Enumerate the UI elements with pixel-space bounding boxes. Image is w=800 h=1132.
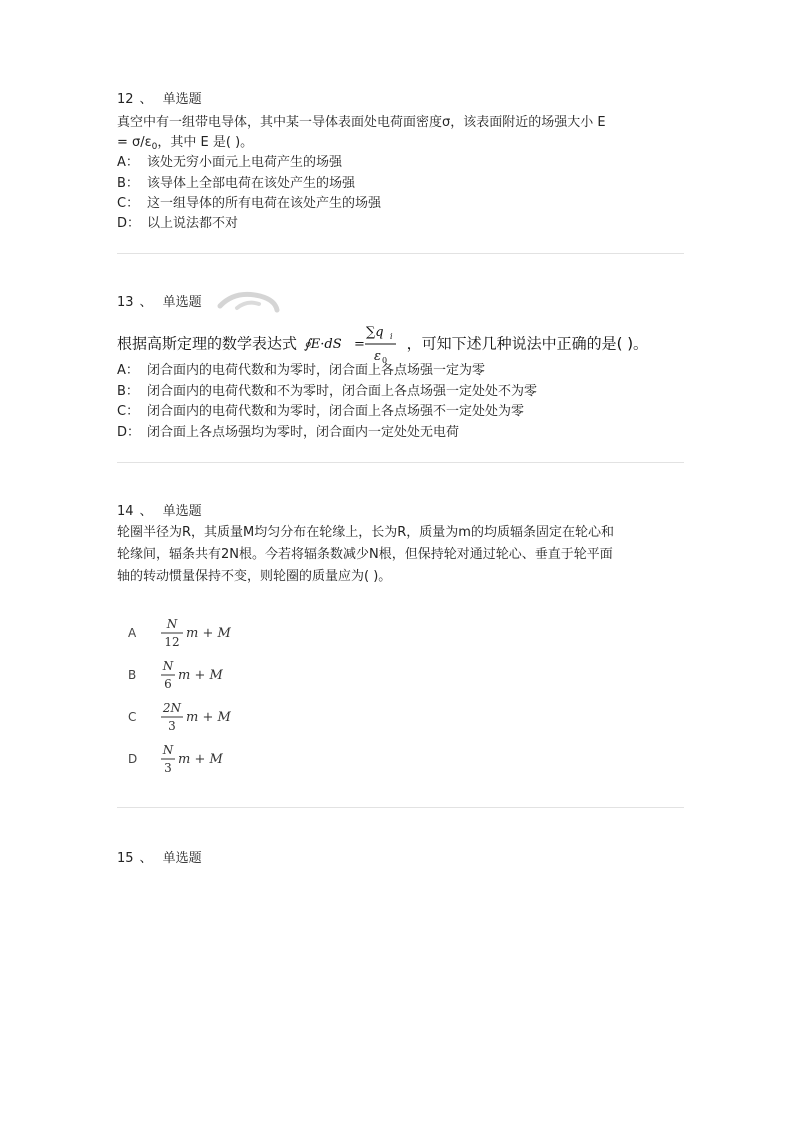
- option-key: C: [128, 710, 137, 724]
- option-key: D: [128, 752, 138, 766]
- question-type: 单选题: [162, 504, 202, 519]
- divider: [117, 253, 684, 254]
- formula-equals: =: [353, 337, 365, 352]
- question-14-stem-line1: 轮圈半径为R，其质量M均匀分布在轮缘上，长为R，质量为m的均质辐条固定在轮心和: [117, 525, 614, 540]
- question-12-option-c[interactable]: [117, 195, 381, 213]
- divider: [117, 462, 684, 463]
- watermark-icon: [215, 288, 285, 318]
- svg-text:N: N: [166, 617, 178, 631]
- question-12-option-b[interactable]: [117, 175, 355, 193]
- option-key: C：: [117, 404, 140, 419]
- question-14-stem-line2: 轮缘间，辐条共有2N根。今若将辐条数减少N根，但保持轮对通过轮心、垂直于轮平面: [117, 547, 613, 562]
- option-math: [158, 700, 268, 736]
- formula-numerator-sub: i: [389, 332, 393, 341]
- question-12-option-d[interactable]: [117, 215, 238, 233]
- svg-text:m + M: m + M: [186, 626, 231, 641]
- question-number: 13: [117, 295, 134, 310]
- option-math: [158, 616, 268, 652]
- svg-text:m + M: m + M: [178, 752, 223, 767]
- question-12-stem-line2: = $\sigma/\varepsilon_0$，其中 E 是( )。: [117, 135, 254, 152]
- option-text: 这一组导体的所有电荷在该处产生的场强: [147, 196, 382, 211]
- svg-text:3: 3: [164, 761, 172, 775]
- option-key: B: [128, 668, 137, 682]
- svg-text:N: N: [162, 659, 174, 673]
- formula-numerator: ∑q: [365, 325, 384, 340]
- question-13-option-d[interactable]: [117, 424, 459, 442]
- svg-text:2N: 2N: [162, 701, 182, 715]
- question-separator: 、: [139, 92, 153, 107]
- option-text: 闭合面上各点场强均为零时，闭合面内一定处处无电荷: [147, 425, 460, 440]
- option-key: C：: [117, 196, 140, 211]
- svg-text:m + M: m + M: [178, 668, 223, 683]
- option-key: B：: [117, 384, 139, 399]
- question-13-header: [117, 291, 202, 310]
- option-key: D：: [117, 216, 141, 231]
- question-13-option-a[interactable]: [117, 362, 485, 380]
- svg-text:12: 12: [164, 635, 180, 649]
- question-type: 单选题: [162, 92, 202, 107]
- stem-text-before: 根据高斯定理的数学表达式: [117, 334, 298, 353]
- option-text: 闭合面内的电荷代数和不为零时，闭合面上各点场强一定处处不为零: [147, 384, 538, 399]
- option-key: B：: [117, 176, 139, 191]
- svg-text:3: 3: [168, 719, 176, 733]
- question-number: 12: [117, 92, 134, 107]
- option-text: 闭合面内的电荷代数和为零时，闭合面上各点场强一定为零: [147, 363, 486, 378]
- question-12-stem-line1: 真空中有一组带电导体，其中某一导体表面处电荷面密度σ，该表面附近的场强大小 E: [117, 115, 606, 130]
- option-math: [158, 742, 268, 778]
- option-text: 该导体上全部电荷在该处产生的场强: [147, 176, 356, 191]
- question-14-stem-line3: 轴的转动惯量保持不变，则轮圈的质量应为( )。: [117, 569, 392, 584]
- question-13-stem: [117, 318, 648, 368]
- question-13-option-c[interactable]: [117, 403, 524, 421]
- stem-text-after: ，可知下述几种说法中正确的是( )。: [406, 334, 649, 353]
- question-type: 单选题: [162, 295, 202, 310]
- gauss-law-formula: [302, 318, 402, 368]
- question-12-header: [117, 88, 202, 107]
- formula-denominator: ε: [373, 349, 381, 364]
- option-math: [158, 658, 268, 694]
- question-type: 单选题: [162, 851, 202, 866]
- option-text: 以上说法都不对: [147, 216, 239, 231]
- option-key: A：: [117, 155, 139, 170]
- option-key: A：: [117, 363, 139, 378]
- option-key: A: [128, 626, 137, 640]
- option-text: 该处无穷小面元上电荷产生的场强: [147, 155, 343, 170]
- svg-text:N: N: [162, 743, 174, 757]
- question-13-option-b[interactable]: [117, 383, 537, 401]
- question-15-header: [117, 847, 202, 866]
- svg-text:m + M: m + M: [186, 710, 231, 725]
- formula-lhs: ∮E·dS: [303, 337, 342, 352]
- question-14-header: [117, 500, 202, 519]
- option-text: 闭合面内的电荷代数和为零时，闭合面上各点场强不一定处处为零: [147, 404, 525, 419]
- question-number: 15: [117, 851, 134, 866]
- question-separator: 、: [139, 295, 153, 310]
- divider: [117, 807, 684, 808]
- question-separator: 、: [139, 504, 153, 519]
- question-12-option-a[interactable]: [117, 154, 342, 172]
- question-number: 14: [117, 504, 134, 519]
- formula-denominator-sub: 0: [381, 356, 387, 365]
- option-key: D：: [117, 425, 141, 440]
- svg-text:6: 6: [164, 677, 172, 691]
- question-separator: 、: [139, 851, 153, 866]
